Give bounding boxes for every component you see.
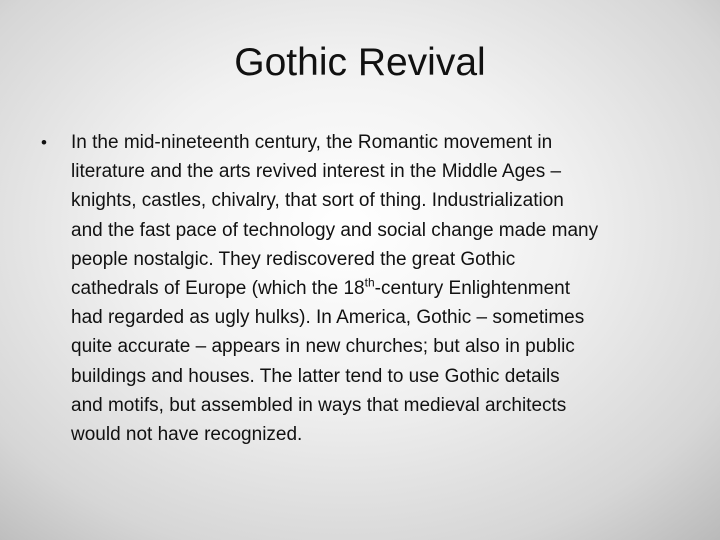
body-line xyxy=(71,157,688,186)
bullet-list xyxy=(38,128,688,449)
body-line-text: and motifs, but assembled in ways that medieval architects xyxy=(71,394,567,416)
body-line xyxy=(71,274,688,303)
body-line xyxy=(71,391,688,420)
body-line xyxy=(71,303,688,332)
body-line-text: literature and the arts revived interest in the Middle Ages – xyxy=(71,161,562,183)
body-line-text: cathedrals of Europe (which the 18 xyxy=(71,278,365,300)
body-line-text: knights, castles, chivalry, that sort of thing. Industrialization xyxy=(71,190,564,212)
body-line xyxy=(71,362,688,391)
body-line-text: quite accurate – appears in new churches; but also in public xyxy=(71,336,575,358)
body-line xyxy=(71,216,688,245)
body-line-text: would not have recognized. xyxy=(71,424,303,446)
bullet-icon: • xyxy=(41,133,47,152)
body-line xyxy=(71,186,688,215)
body-line-text: -century Enlightenment xyxy=(374,278,571,300)
body-line xyxy=(71,332,688,361)
slide-title: Gothic Revival xyxy=(234,41,486,84)
body-line-text: had regarded as ugly hulks). In America, Gothic – sometimes xyxy=(71,307,585,329)
body-line-text: In the mid-nineteenth century, the Romantic movement in xyxy=(71,132,553,153)
body-line-text: buildings and houses. The latter tend to use Gothic details xyxy=(71,365,560,387)
bullet-item xyxy=(38,128,688,449)
ordinal-superscript: th xyxy=(364,275,375,290)
body-line xyxy=(71,245,688,274)
body-line-text: people nostalgic. They rediscovered the great Gothic xyxy=(71,248,516,270)
body-line xyxy=(71,128,688,157)
body-line xyxy=(71,420,688,449)
body-line-text: and the fast pace of technology and social change made many xyxy=(71,219,599,241)
